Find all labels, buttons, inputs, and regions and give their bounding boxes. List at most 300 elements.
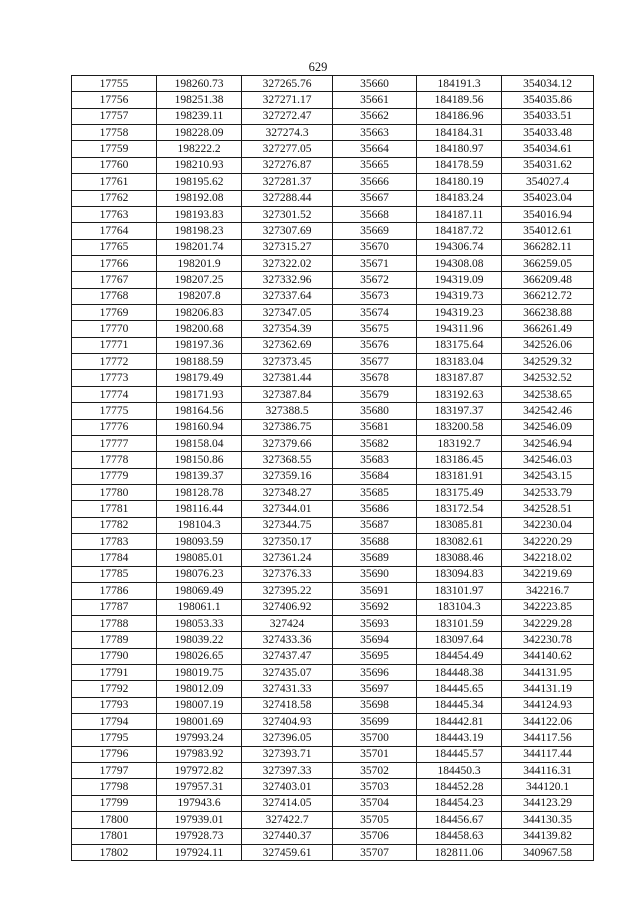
table-cell-point-id-a: 17762 — [72, 190, 157, 206]
table-cell-x-coord-a: 198207.25 — [157, 272, 242, 288]
table-cell-point-id-a: 17757 — [72, 108, 157, 124]
table-cell-y-coord-b: 342532.52 — [502, 370, 594, 386]
table-cell-x-coord-a: 198193.83 — [157, 206, 242, 222]
table-cell-point-id-b: 35676 — [333, 337, 417, 353]
table-cell-x-coord-a: 198207.8 — [157, 288, 242, 304]
table-cell-y-coord-a: 327332.96 — [242, 272, 333, 288]
table-cell-y-coord-b: 354034.12 — [502, 76, 594, 92]
table-cell-point-id-a: 17771 — [72, 337, 157, 353]
table-cell-x-coord-b: 184456.67 — [417, 812, 502, 828]
table-cell-x-coord-a: 197957.31 — [157, 779, 242, 795]
table-cell-x-coord-b: 183187.87 — [417, 370, 502, 386]
table-body — [72, 76, 594, 861]
table-cell-point-id-a: 17783 — [72, 534, 157, 550]
table-cell-x-coord-b: 194306.74 — [417, 239, 502, 255]
table-cell-y-coord-b: 366261.49 — [502, 321, 594, 337]
table-cell-y-coord-a: 327418.58 — [242, 697, 333, 713]
table-row — [72, 730, 594, 746]
table-cell-x-coord-b: 184442.81 — [417, 714, 502, 730]
table-cell-x-coord-b: 184445.34 — [417, 697, 502, 713]
table-row — [72, 403, 594, 419]
table-cell-y-coord-b: 366282.11 — [502, 239, 594, 255]
table-cell-y-coord-a: 327301.52 — [242, 206, 333, 222]
table-row — [72, 141, 594, 157]
table-cell-y-coord-b: 344131.95 — [502, 664, 594, 680]
coordinates-table — [71, 75, 594, 861]
table-cell-x-coord-a: 198201.9 — [157, 255, 242, 271]
table-cell-point-id-a: 17760 — [72, 157, 157, 173]
table-cell-point-id-a: 17773 — [72, 370, 157, 386]
table-row — [72, 501, 594, 517]
table-cell-point-id-b: 35687 — [333, 517, 417, 533]
table-cell-point-id-b: 35706 — [333, 828, 417, 844]
table-row — [72, 190, 594, 206]
table-cell-x-coord-b: 184450.3 — [417, 763, 502, 779]
table-cell-point-id-a: 17798 — [72, 779, 157, 795]
page-number: 629 — [308, 60, 328, 74]
table-cell-x-coord-b: 183172.54 — [417, 501, 502, 517]
table-cell-y-coord-b: 354034.61 — [502, 141, 594, 157]
table-row — [72, 272, 594, 288]
table-row — [72, 76, 594, 92]
table-cell-x-coord-a: 198200.68 — [157, 321, 242, 337]
table-cell-x-coord-a: 198104.3 — [157, 517, 242, 533]
table-row — [72, 452, 594, 468]
table-cell-y-coord-b: 344139.82 — [502, 828, 594, 844]
table-cell-y-coord-a: 327373.45 — [242, 354, 333, 370]
table-cell-y-coord-a: 327424 — [242, 615, 333, 631]
table-cell-point-id-b: 35681 — [333, 419, 417, 435]
table-cell-point-id-b: 35688 — [333, 534, 417, 550]
table-row — [72, 632, 594, 648]
table-cell-x-coord-a: 198210.93 — [157, 157, 242, 173]
table-cell-x-coord-a: 198222.2 — [157, 141, 242, 157]
table-cell-point-id-b: 35696 — [333, 664, 417, 680]
table-cell-point-id-b: 35683 — [333, 452, 417, 468]
table-row — [72, 550, 594, 566]
table-cell-y-coord-a: 327431.33 — [242, 681, 333, 697]
table-cell-y-coord-a: 327307.69 — [242, 223, 333, 239]
table-cell-y-coord-a: 327277.05 — [242, 141, 333, 157]
table-cell-point-id-a: 17766 — [72, 255, 157, 271]
table-cell-y-coord-b: 342546.94 — [502, 435, 594, 451]
table-cell-x-coord-b: 182811.06 — [417, 844, 502, 860]
table-cell-point-id-b: 35663 — [333, 125, 417, 141]
table-cell-y-coord-b: 366259.05 — [502, 255, 594, 271]
table-row — [72, 828, 594, 844]
table-cell-y-coord-b: 342526.06 — [502, 337, 594, 353]
table-cell-x-coord-a: 198076.23 — [157, 566, 242, 582]
table-cell-y-coord-b: 342218.02 — [502, 550, 594, 566]
table-cell-y-coord-b: 342230.78 — [502, 632, 594, 648]
table-cell-y-coord-b: 342216.7 — [502, 583, 594, 599]
table-cell-x-coord-a: 198116.44 — [157, 501, 242, 517]
table-cell-point-id-b: 35705 — [333, 812, 417, 828]
table-cell-y-coord-a: 327440.37 — [242, 828, 333, 844]
table-cell-point-id-a: 17795 — [72, 730, 157, 746]
table-cell-y-coord-a: 327414.05 — [242, 795, 333, 811]
table-cell-x-coord-a: 198179.49 — [157, 370, 242, 386]
table-cell-point-id-a: 17755 — [72, 76, 157, 92]
table-cell-y-coord-a: 327315.27 — [242, 239, 333, 255]
table-cell-x-coord-a: 198188.59 — [157, 354, 242, 370]
table-cell-y-coord-b: 342229.28 — [502, 615, 594, 631]
table-cell-point-id-a: 17787 — [72, 599, 157, 615]
table-cell-point-id-b: 35665 — [333, 157, 417, 173]
table-cell-point-id-b: 35703 — [333, 779, 417, 795]
table-cell-x-coord-a: 198012.09 — [157, 681, 242, 697]
table-cell-point-id-a: 17796 — [72, 746, 157, 762]
table-row — [72, 239, 594, 255]
table-cell-point-id-b: 35700 — [333, 730, 417, 746]
table-cell-x-coord-b: 194319.09 — [417, 272, 502, 288]
table-cell-x-coord-b: 194308.08 — [417, 255, 502, 271]
table-cell-point-id-b: 35693 — [333, 615, 417, 631]
table-cell-x-coord-b: 184187.11 — [417, 206, 502, 222]
table-cell-point-id-a: 17774 — [72, 386, 157, 402]
table-cell-x-coord-a: 198201.74 — [157, 239, 242, 255]
table-cell-point-id-a: 17756 — [72, 92, 157, 108]
table-cell-x-coord-a: 198164.56 — [157, 403, 242, 419]
table-cell-y-coord-b: 344140.62 — [502, 648, 594, 664]
table-cell-point-id-b: 35678 — [333, 370, 417, 386]
table-cell-point-id-b: 35668 — [333, 206, 417, 222]
table-cell-y-coord-b: 342528.51 — [502, 501, 594, 517]
table-cell-point-id-b: 35697 — [333, 681, 417, 697]
table-cell-x-coord-b: 194311.96 — [417, 321, 502, 337]
table-cell-x-coord-a: 198053.33 — [157, 615, 242, 631]
table-cell-y-coord-b: 344124.93 — [502, 697, 594, 713]
table-cell-y-coord-a: 327276.87 — [242, 157, 333, 173]
table-cell-y-coord-a: 327386.75 — [242, 419, 333, 435]
table-cell-point-id-a: 17767 — [72, 272, 157, 288]
table-row — [72, 354, 594, 370]
table-cell-x-coord-b: 183183.04 — [417, 354, 502, 370]
table-cell-y-coord-a: 327322.02 — [242, 255, 333, 271]
table-row — [72, 664, 594, 680]
table-cell-y-coord-a: 327265.76 — [242, 76, 333, 92]
table-cell-x-coord-b: 184180.97 — [417, 141, 502, 157]
table-cell-y-coord-b: 344131.19 — [502, 681, 594, 697]
table-cell-y-coord-b: 354035.86 — [502, 92, 594, 108]
table-cell-x-coord-b: 183181.91 — [417, 468, 502, 484]
table-cell-point-id-a: 17792 — [72, 681, 157, 697]
table-row — [72, 844, 594, 860]
table-cell-y-coord-b: 342543.15 — [502, 468, 594, 484]
table-cell-y-coord-b: 342529.32 — [502, 354, 594, 370]
table-cell-point-id-a: 17772 — [72, 354, 157, 370]
table-cell-y-coord-a: 327274.3 — [242, 125, 333, 141]
table-cell-point-id-a: 17778 — [72, 452, 157, 468]
table-cell-y-coord-b: 342223.85 — [502, 599, 594, 615]
table-cell-y-coord-a: 327337.64 — [242, 288, 333, 304]
table-cell-point-id-a: 17770 — [72, 321, 157, 337]
table-cell-point-id-b: 35699 — [333, 714, 417, 730]
table-cell-x-coord-a: 198206.83 — [157, 305, 242, 321]
table-cell-y-coord-b: 354016.94 — [502, 206, 594, 222]
table-cell-point-id-a: 17776 — [72, 419, 157, 435]
table-cell-x-coord-b: 184189.56 — [417, 92, 502, 108]
table-cell-y-coord-a: 327362.69 — [242, 337, 333, 353]
table-cell-x-coord-b: 184180.19 — [417, 174, 502, 190]
table-cell-x-coord-a: 198093.59 — [157, 534, 242, 550]
table-cell-y-coord-a: 327344.01 — [242, 501, 333, 517]
table-row — [72, 812, 594, 828]
table-cell-y-coord-a: 327387.84 — [242, 386, 333, 402]
table-cell-point-id-b: 35666 — [333, 174, 417, 190]
table-cell-point-id-b: 35690 — [333, 566, 417, 582]
table-row — [72, 484, 594, 500]
table-cell-y-coord-a: 327354.39 — [242, 321, 333, 337]
table-cell-x-coord-b: 184445.65 — [417, 681, 502, 697]
table-cell-point-id-b: 35695 — [333, 648, 417, 664]
table-cell-x-coord-b: 183175.64 — [417, 337, 502, 353]
table-cell-point-id-b: 35667 — [333, 190, 417, 206]
table-cell-y-coord-b: 344123.29 — [502, 795, 594, 811]
table-row — [72, 386, 594, 402]
table-row — [72, 419, 594, 435]
table-row — [72, 370, 594, 386]
table-cell-x-coord-b: 184443.19 — [417, 730, 502, 746]
table-cell-point-id-a: 17782 — [72, 517, 157, 533]
table-cell-point-id-a: 17785 — [72, 566, 157, 582]
table-cell-x-coord-a: 197939.01 — [157, 812, 242, 828]
table-row — [72, 763, 594, 779]
table-cell-x-coord-a: 198171.93 — [157, 386, 242, 402]
table-cell-x-coord-a: 197928.73 — [157, 828, 242, 844]
table-cell-point-id-a: 17788 — [72, 615, 157, 631]
table-row — [72, 566, 594, 582]
table-cell-point-id-b: 35669 — [333, 223, 417, 239]
table-cell-y-coord-b: 342538.65 — [502, 386, 594, 402]
table-cell-point-id-b: 35692 — [333, 599, 417, 615]
table-row — [72, 599, 594, 615]
table-cell-x-coord-b: 183197.37 — [417, 403, 502, 419]
table-row — [72, 697, 594, 713]
table-cell-y-coord-a: 327281.37 — [242, 174, 333, 190]
table-cell-y-coord-b: 342230.04 — [502, 517, 594, 533]
table-cell-y-coord-b: 354023.04 — [502, 190, 594, 206]
table-cell-point-id-a: 17775 — [72, 403, 157, 419]
table-cell-y-coord-a: 327344.75 — [242, 517, 333, 533]
table-row — [72, 92, 594, 108]
table-cell-point-id-b: 35677 — [333, 354, 417, 370]
table-cell-x-coord-b: 183175.49 — [417, 484, 502, 500]
table-cell-point-id-b: 35702 — [333, 763, 417, 779]
table-cell-y-coord-b: 344117.56 — [502, 730, 594, 746]
table-cell-y-coord-a: 327404.93 — [242, 714, 333, 730]
table-cell-x-coord-b: 184458.63 — [417, 828, 502, 844]
table-cell-x-coord-a: 198192.08 — [157, 190, 242, 206]
table-row — [72, 125, 594, 141]
table-cell-x-coord-a: 198160.94 — [157, 419, 242, 435]
table-cell-point-id-b: 35684 — [333, 468, 417, 484]
table-cell-x-coord-a: 198001.69 — [157, 714, 242, 730]
table-cell-y-coord-a: 327347.05 — [242, 305, 333, 321]
table-cell-point-id-b: 35698 — [333, 697, 417, 713]
table-cell-y-coord-b: 344116.31 — [502, 763, 594, 779]
table-cell-y-coord-b: 354033.48 — [502, 125, 594, 141]
table-cell-x-coord-b: 184184.31 — [417, 125, 502, 141]
table-cell-y-coord-b: 342546.09 — [502, 419, 594, 435]
table-cell-x-coord-a: 197993.24 — [157, 730, 242, 746]
table-cell-y-coord-a: 327368.55 — [242, 452, 333, 468]
table-cell-x-coord-a: 198128.78 — [157, 484, 242, 500]
table-cell-x-coord-b: 184178.59 — [417, 157, 502, 173]
table-row — [72, 337, 594, 353]
table-cell-x-coord-b: 183097.64 — [417, 632, 502, 648]
table-cell-y-coord-b: 342546.03 — [502, 452, 594, 468]
table-cell-point-id-b: 35691 — [333, 583, 417, 599]
table-cell-x-coord-b: 183200.58 — [417, 419, 502, 435]
table-cell-y-coord-a: 327422.7 — [242, 812, 333, 828]
table-cell-y-coord-b: 340967.58 — [502, 844, 594, 860]
table-cell-y-coord-a: 327272.47 — [242, 108, 333, 124]
table-cell-point-id-b: 35680 — [333, 403, 417, 419]
table-cell-x-coord-b: 184191.3 — [417, 76, 502, 92]
table-row — [72, 517, 594, 533]
table-cell-point-id-a: 17797 — [72, 763, 157, 779]
table-cell-point-id-a: 17764 — [72, 223, 157, 239]
table-cell-point-id-a: 17789 — [72, 632, 157, 648]
table-cell-point-id-b: 35689 — [333, 550, 417, 566]
table-cell-point-id-b: 35671 — [333, 255, 417, 271]
table-cell-y-coord-b: 342220.29 — [502, 534, 594, 550]
table-row — [72, 321, 594, 337]
table-cell-y-coord-a: 327459.61 — [242, 844, 333, 860]
table-cell-point-id-a: 17781 — [72, 501, 157, 517]
table-row — [72, 681, 594, 697]
table-cell-point-id-a: 17801 — [72, 828, 157, 844]
table-row — [72, 534, 594, 550]
table-cell-y-coord-b: 354031.62 — [502, 157, 594, 173]
table-cell-point-id-a: 17780 — [72, 484, 157, 500]
table-cell-y-coord-a: 327361.24 — [242, 550, 333, 566]
table-cell-x-coord-b: 184445.57 — [417, 746, 502, 762]
table-cell-point-id-a: 17802 — [72, 844, 157, 860]
table-cell-y-coord-a: 327381.44 — [242, 370, 333, 386]
table-cell-point-id-b: 35682 — [333, 435, 417, 451]
table-cell-y-coord-a: 327376.33 — [242, 566, 333, 582]
table-cell-point-id-b: 35670 — [333, 239, 417, 255]
table-row — [72, 174, 594, 190]
table-cell-point-id-b: 35662 — [333, 108, 417, 124]
table-cell-point-id-a: 17800 — [72, 812, 157, 828]
table-cell-x-coord-a: 198158.04 — [157, 435, 242, 451]
table-row — [72, 206, 594, 222]
table-cell-point-id-a: 17761 — [72, 174, 157, 190]
table-cell-x-coord-a: 198007.19 — [157, 697, 242, 713]
table-cell-y-coord-a: 327406.92 — [242, 599, 333, 615]
table-cell-x-coord-a: 198039.22 — [157, 632, 242, 648]
table-cell-x-coord-a: 197924.11 — [157, 844, 242, 860]
table-cell-point-id-b: 35674 — [333, 305, 417, 321]
table-cell-point-id-b: 35694 — [333, 632, 417, 648]
table-row — [72, 468, 594, 484]
table-cell-x-coord-b: 183082.61 — [417, 534, 502, 550]
table-cell-point-id-b: 35686 — [333, 501, 417, 517]
table-cell-point-id-a: 17794 — [72, 714, 157, 730]
table-row — [72, 108, 594, 124]
table-cell-point-id-b: 35664 — [333, 141, 417, 157]
table-cell-point-id-a: 17768 — [72, 288, 157, 304]
table-cell-point-id-b: 35661 — [333, 92, 417, 108]
table-row — [72, 583, 594, 599]
table-cell-y-coord-a: 327388.5 — [242, 403, 333, 419]
table-cell-point-id-a: 17765 — [72, 239, 157, 255]
table-cell-x-coord-a: 198150.86 — [157, 452, 242, 468]
table-cell-x-coord-a: 198139.37 — [157, 468, 242, 484]
table-cell-point-id-a: 17777 — [72, 435, 157, 451]
table-cell-y-coord-b: 342533.79 — [502, 484, 594, 500]
table-cell-point-id-b: 35672 — [333, 272, 417, 288]
table-cell-x-coord-b: 184183.24 — [417, 190, 502, 206]
table-cell-y-coord-b: 354027.4 — [502, 174, 594, 190]
table-cell-point-id-a: 17799 — [72, 795, 157, 811]
table-cell-y-coord-b: 366212.72 — [502, 288, 594, 304]
table-cell-y-coord-a: 327403.01 — [242, 779, 333, 795]
table-cell-x-coord-a: 198061.1 — [157, 599, 242, 615]
table-cell-y-coord-a: 327288.44 — [242, 190, 333, 206]
table-cell-point-id-b: 35673 — [333, 288, 417, 304]
table-cell-point-id-a: 17759 — [72, 141, 157, 157]
table-cell-y-coord-a: 327379.66 — [242, 435, 333, 451]
table-cell-x-coord-a: 198085.01 — [157, 550, 242, 566]
table-cell-y-coord-a: 327437.47 — [242, 648, 333, 664]
table-cell-y-coord-a: 327348.27 — [242, 484, 333, 500]
table-cell-x-coord-a: 198195.62 — [157, 174, 242, 190]
table-cell-y-coord-b: 342219.69 — [502, 566, 594, 582]
table-cell-point-id-a: 17763 — [72, 206, 157, 222]
table-cell-x-coord-b: 184187.72 — [417, 223, 502, 239]
table-cell-x-coord-b: 184448.38 — [417, 664, 502, 680]
table-cell-point-id-b: 35685 — [333, 484, 417, 500]
table-cell-x-coord-b: 184454.49 — [417, 648, 502, 664]
table-row — [72, 288, 594, 304]
table-cell-y-coord-a: 327350.17 — [242, 534, 333, 550]
table-cell-x-coord-a: 198228.09 — [157, 125, 242, 141]
table-row — [72, 305, 594, 321]
table-cell-x-coord-a: 197972.82 — [157, 763, 242, 779]
table-cell-point-id-b: 35704 — [333, 795, 417, 811]
table-cell-x-coord-b: 183101.97 — [417, 583, 502, 599]
table-cell-x-coord-a: 197983.92 — [157, 746, 242, 762]
table-cell-y-coord-b: 344120.1 — [502, 779, 594, 795]
table-cell-point-id-b: 35660 — [333, 76, 417, 92]
table-cell-point-id-b: 35679 — [333, 386, 417, 402]
table-cell-x-coord-b: 184186.96 — [417, 108, 502, 124]
table-cell-x-coord-b: 183101.59 — [417, 615, 502, 631]
table-cell-x-coord-b: 183088.46 — [417, 550, 502, 566]
table-cell-y-coord-b: 344130.35 — [502, 812, 594, 828]
table-cell-point-id-b: 35707 — [333, 844, 417, 860]
table-cell-y-coord-a: 327435.07 — [242, 664, 333, 680]
table-cell-y-coord-a: 327433.36 — [242, 632, 333, 648]
table-cell-x-coord-a: 198197.36 — [157, 337, 242, 353]
table-cell-x-coord-a: 198198.23 — [157, 223, 242, 239]
table-row — [72, 779, 594, 795]
table-cell-y-coord-a: 327271.17 — [242, 92, 333, 108]
table-cell-y-coord-a: 327395.22 — [242, 583, 333, 599]
table-cell-y-coord-b: 366238.88 — [502, 305, 594, 321]
table-row — [72, 795, 594, 811]
table-cell-x-coord-b: 183192.63 — [417, 386, 502, 402]
table-cell-x-coord-a: 198251.38 — [157, 92, 242, 108]
table-cell-y-coord-a: 327396.05 — [242, 730, 333, 746]
table-cell-point-id-a: 17769 — [72, 305, 157, 321]
table-cell-x-coord-b: 194319.23 — [417, 305, 502, 321]
table-cell-x-coord-b: 183104.3 — [417, 599, 502, 615]
